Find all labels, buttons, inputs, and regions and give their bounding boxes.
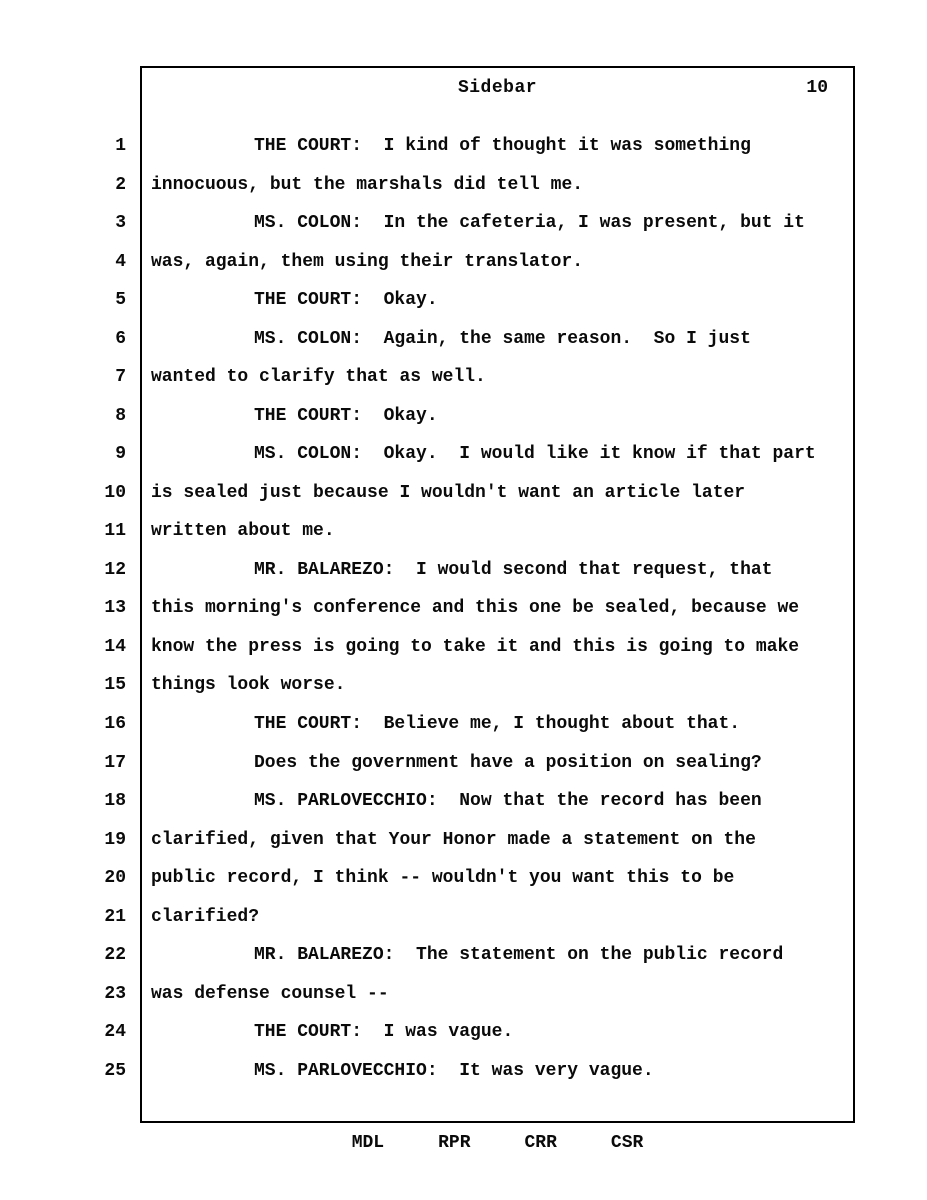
transcript-line: MS. COLON: Okay. I would like it know if that part	[254, 444, 816, 465]
transcript-line: MR. BALAREZO: The statement on the public record	[254, 945, 784, 966]
line-number: 6	[115, 328, 126, 349]
transcript-line: MS. COLON: In the cafeteria, I was present, but it	[254, 213, 805, 234]
transcript-line: Does the government have a position on sealing?	[254, 752, 762, 773]
line-number: 24	[104, 1022, 126, 1043]
line-number: 14	[104, 636, 126, 657]
line-number: 15	[104, 675, 126, 696]
line-number: 22	[104, 945, 126, 966]
transcript-line: THE COURT: Okay.	[254, 405, 438, 426]
line-number: 21	[104, 906, 126, 927]
line-number: 11	[104, 521, 126, 542]
line-number: 7	[115, 367, 126, 388]
certification-mdl: MDL	[351, 1133, 385, 1153]
line-number: 8	[115, 405, 126, 426]
line-number: 17	[104, 752, 126, 773]
reporter-certifications	[140, 1133, 855, 1153]
line-number: 13	[104, 598, 126, 619]
transcript-line: was, again, them using their translator.	[151, 251, 584, 272]
transcript-line: public record, I think -- wouldn't you want this to be	[151, 868, 735, 889]
line-number: 16	[104, 713, 126, 734]
line-number: 4	[115, 251, 126, 272]
transcript-line: things look worse.	[151, 675, 346, 696]
transcript-line: clarified, given that Your Honor made a statement on the	[151, 829, 756, 850]
transcript-line: is sealed just because I wouldn't want an article later	[151, 482, 746, 503]
transcript-line: MS. PARLOVECCHIO: Now that the record has been	[254, 791, 762, 812]
line-number: 2	[115, 174, 126, 195]
page-number: 10	[806, 78, 828, 98]
line-number: 18	[104, 791, 126, 812]
transcript-line: THE COURT: I kind of thought it was something	[254, 136, 751, 156]
transcript-header-title: Sidebar	[457, 78, 538, 98]
transcript-line: was defense counsel --	[151, 983, 389, 1004]
line-number: 10	[104, 482, 126, 503]
line-number: 9	[115, 444, 126, 465]
line-number: 3	[115, 213, 126, 234]
line-number: 1	[115, 136, 126, 156]
transcript-line: MS. COLON: Again, the same reason. So I just	[254, 328, 751, 349]
transcript-line: wanted to clarify that as well.	[151, 367, 486, 388]
line-number: 12	[104, 559, 126, 580]
transcript-line: THE COURT: Believe me, I thought about that.	[254, 713, 741, 734]
transcript-line: THE COURT: I was vague.	[254, 1022, 514, 1043]
certification-csr: CSR	[610, 1133, 644, 1153]
certification-rpr: RPR	[438, 1133, 471, 1153]
transcript-line: MR. BALAREZO: I would second that request, that	[254, 559, 773, 580]
line-number: 5	[115, 290, 126, 311]
transcript-line: clarified?	[151, 906, 260, 927]
line-number: 19	[104, 829, 126, 850]
certification-crr: CRR	[524, 1133, 557, 1153]
transcript-line: know the press is going to take it and this is going to make	[151, 636, 800, 657]
transcript-line: MS. PARLOVECCHIO: It was very vague.	[254, 1060, 654, 1081]
line-numbers-column	[0, 127, 126, 1090]
line-number: 23	[104, 983, 126, 1004]
transcript-line: THE COURT: Okay.	[254, 290, 438, 311]
transcript-text-column	[151, 127, 863, 1090]
transcript-line: innocuous, but the marshals did tell me.	[151, 174, 584, 195]
line-number: 20	[104, 868, 126, 889]
line-number: 25	[104, 1060, 126, 1081]
transcript-line: this morning's conference and this one be sealed, because we	[151, 598, 800, 619]
transcript-line: written about me.	[151, 521, 335, 542]
